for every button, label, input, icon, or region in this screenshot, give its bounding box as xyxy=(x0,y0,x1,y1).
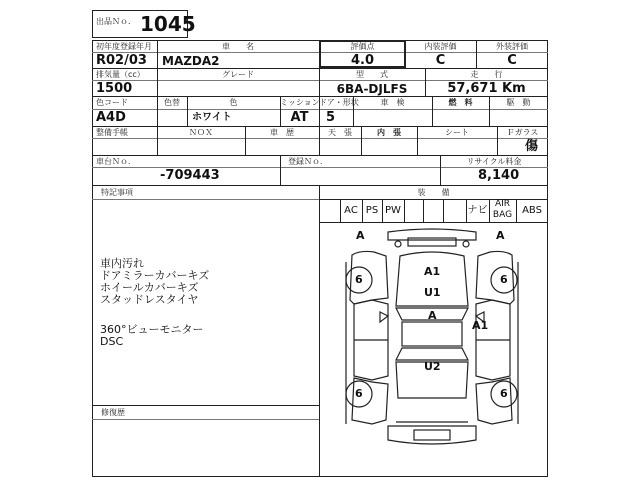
notes-title: 特記事項 xyxy=(101,188,133,197)
windshield-label: Ｆガラス xyxy=(506,128,539,137)
chassis-label: 車台Ｎｏ． xyxy=(96,157,136,166)
mark-front-right: A xyxy=(496,229,505,242)
note-line: ホイールカバーキズ xyxy=(100,281,199,294)
note-line: スタッドレスタイヤ xyxy=(100,293,199,306)
mark-wheel-rl: 6 xyxy=(355,387,363,400)
color-change-label: 色替 xyxy=(164,98,180,107)
transmission-label: ミッション xyxy=(280,98,320,107)
history-label: 車 歴 xyxy=(270,128,294,137)
equipment-ps: PS xyxy=(365,205,379,216)
repair-history-title: 修復歴 xyxy=(101,408,125,417)
front-grille xyxy=(408,238,456,246)
note-line: 車内汚れ xyxy=(100,257,144,270)
seat-label: シート xyxy=(445,128,469,137)
windshield: 傷 xyxy=(525,139,539,154)
car-name: MAZDA2 xyxy=(162,54,220,68)
lot-number: 1045 xyxy=(140,12,196,36)
mirror-left xyxy=(380,312,388,322)
mark-roof: A xyxy=(428,309,437,322)
equipment-airbag: AIR BAG xyxy=(492,199,513,220)
equipment-abs: ABS xyxy=(522,205,542,216)
drive-label: 駆 動 xyxy=(506,98,531,107)
mileage-label: 走 行 xyxy=(470,70,503,79)
fuel-label: 燃 料 xyxy=(448,98,473,107)
mark-hood-1: A1 xyxy=(424,265,441,278)
body-color: ホワイト xyxy=(192,112,232,123)
equipment-title: 装 備 xyxy=(417,188,450,197)
mileage: 57,671 Km xyxy=(447,81,526,96)
color-code-label: 色コード xyxy=(96,98,128,107)
note-line: ドアミラーカバーキズ xyxy=(100,269,210,282)
headlight-left xyxy=(395,241,401,247)
grade-label: グレード xyxy=(222,70,254,79)
rear-plate xyxy=(414,430,450,440)
roof xyxy=(402,322,462,346)
doors-label: ドア・形状 xyxy=(319,98,359,107)
mark-rear: U2 xyxy=(424,360,441,373)
mark-wheel-fr: 6 xyxy=(500,273,508,286)
rear-window xyxy=(396,348,468,360)
displacement-label: 排気量（cc） xyxy=(96,70,145,79)
equipment-navi: ナビ xyxy=(467,205,488,216)
year-label: 初年度登録年月 xyxy=(96,42,152,51)
color-label: 色 xyxy=(229,98,238,107)
maintenance-record-label: 整備手帳 xyxy=(96,128,128,137)
score: 4.0 xyxy=(350,53,375,68)
exterior-grade: C xyxy=(507,53,517,68)
mark-hood-2: U1 xyxy=(424,286,441,299)
interior-grade: C xyxy=(435,53,446,68)
equipment-pw: PW xyxy=(385,205,401,216)
equipment-ac: AC xyxy=(344,205,358,216)
note-line: 360°ビューモニター xyxy=(100,323,204,336)
registration-label: 登録Ｎｏ． xyxy=(288,157,328,166)
transmission: AT xyxy=(290,110,309,125)
recycle-fee-label: リサイクル料金 xyxy=(466,157,522,166)
chassis-number: -709443 xyxy=(160,168,220,183)
mark-side-right: A1 xyxy=(472,319,489,332)
mark-wheel-fl: 6 xyxy=(355,273,363,286)
lot-label: 出品Ｎｏ． xyxy=(96,17,136,26)
mark-front-left: A xyxy=(356,229,365,242)
rear-bumper xyxy=(388,426,476,444)
headlight-right xyxy=(463,241,469,247)
interior-grade-label: 内装評価 xyxy=(424,42,457,51)
inspection-label: 車 検 xyxy=(380,98,405,107)
mark-wheel-rr: 6 xyxy=(500,387,508,400)
recycle-fee: 8,140 xyxy=(478,168,520,183)
model-code: 6BA-DJLFS xyxy=(336,82,408,96)
displacement: 1500 xyxy=(96,81,133,96)
interior-lining-label: 内 張 xyxy=(377,128,401,137)
front-right-fender xyxy=(476,251,514,304)
color-code: A4D xyxy=(96,110,126,125)
nox-label: ＮＯＸ xyxy=(189,128,213,137)
car-name-label: 車 名 xyxy=(222,42,254,51)
first-registration: R02/03 xyxy=(96,53,147,68)
score-label: 評価点 xyxy=(350,42,375,51)
exterior-grade-label: 外装評価 xyxy=(496,42,528,51)
ceiling-label: 天 張 xyxy=(328,128,352,137)
model-code-label: 型 式 xyxy=(356,70,388,79)
note-line: DSC xyxy=(100,335,124,348)
doors: 5 xyxy=(326,110,336,125)
